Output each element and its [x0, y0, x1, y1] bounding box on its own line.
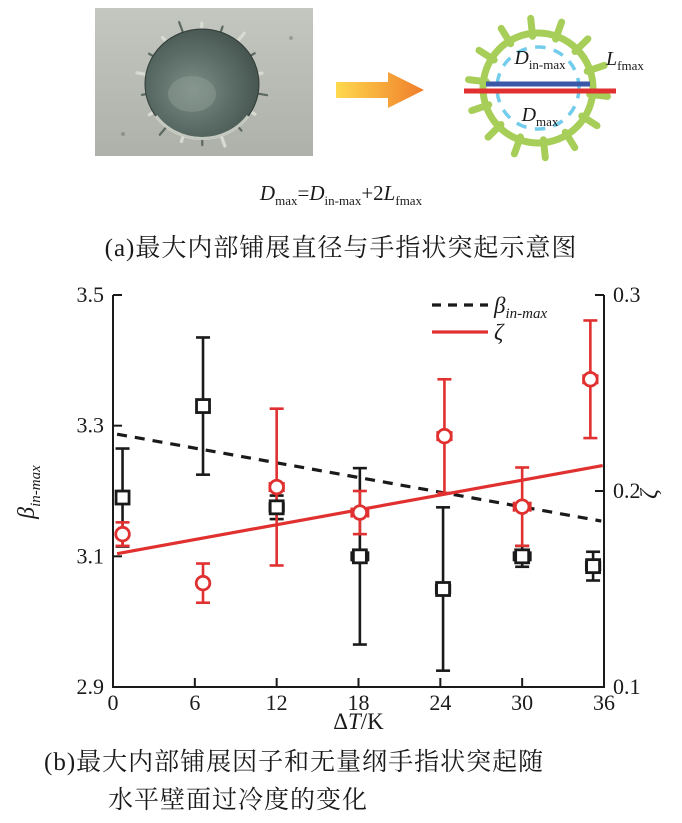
chart-legend — [432, 293, 547, 345]
arrow-icon — [336, 72, 424, 108]
svg-text:2.9: 2.9 — [76, 674, 104, 699]
svg-text:βin-max: $\beta_{in-max}$ — [494, 293, 548, 322]
label-d-max: $D_{max}$ — [521, 104, 559, 129]
svg-text:0.1: 0.1 — [613, 674, 641, 699]
svg-text:0.3: 0.3 — [613, 282, 641, 307]
y-axis-right — [595, 282, 641, 699]
svg-text:0.2: 0.2 — [613, 478, 641, 503]
svg-text:6: 6 — [189, 690, 201, 715]
y-axis-label-left: $\beta_{in-max}$ — [14, 465, 44, 519]
svg-text:3.1: 3.1 — [76, 543, 104, 569]
caption-b-line1: (b)最大内部铺展因子和无量纲手指状突起随 — [44, 749, 545, 776]
caption-a: (a)最大内部铺展直径与手指状突起示意图 — [104, 235, 578, 262]
droplet-photo — [95, 8, 313, 156]
y-axis-label-right: ζ — [637, 489, 663, 499]
x-axis-label: ΔT/K — [333, 709, 384, 733]
svg-text:30: 30 — [511, 690, 534, 715]
svg-text:3.5: 3.5 — [76, 282, 104, 307]
equation: $D_{max}=D_{in-max}+2L_{fmax}$ — [259, 181, 423, 209]
label-d-in-max: $D_{in-max}$ — [514, 47, 566, 72]
svg-text:18: 18 — [347, 690, 370, 715]
svg-text:36: 36 — [593, 690, 615, 715]
svg-text:24: 24 — [429, 690, 452, 715]
svg-text:3.3: 3.3 — [76, 412, 104, 438]
label-l-fmax: $L_{fmax}$ — [606, 48, 644, 73]
svg-text:12: 12 — [265, 690, 288, 715]
caption-b-line2: 水平壁面过冷度的变化 — [108, 787, 369, 814]
svg-text:ζ: ζ — [494, 320, 504, 345]
chart-figure — [0, 278, 682, 733]
splat-schematic — [428, 0, 663, 175]
svg-text:0: 0 — [107, 690, 119, 715]
